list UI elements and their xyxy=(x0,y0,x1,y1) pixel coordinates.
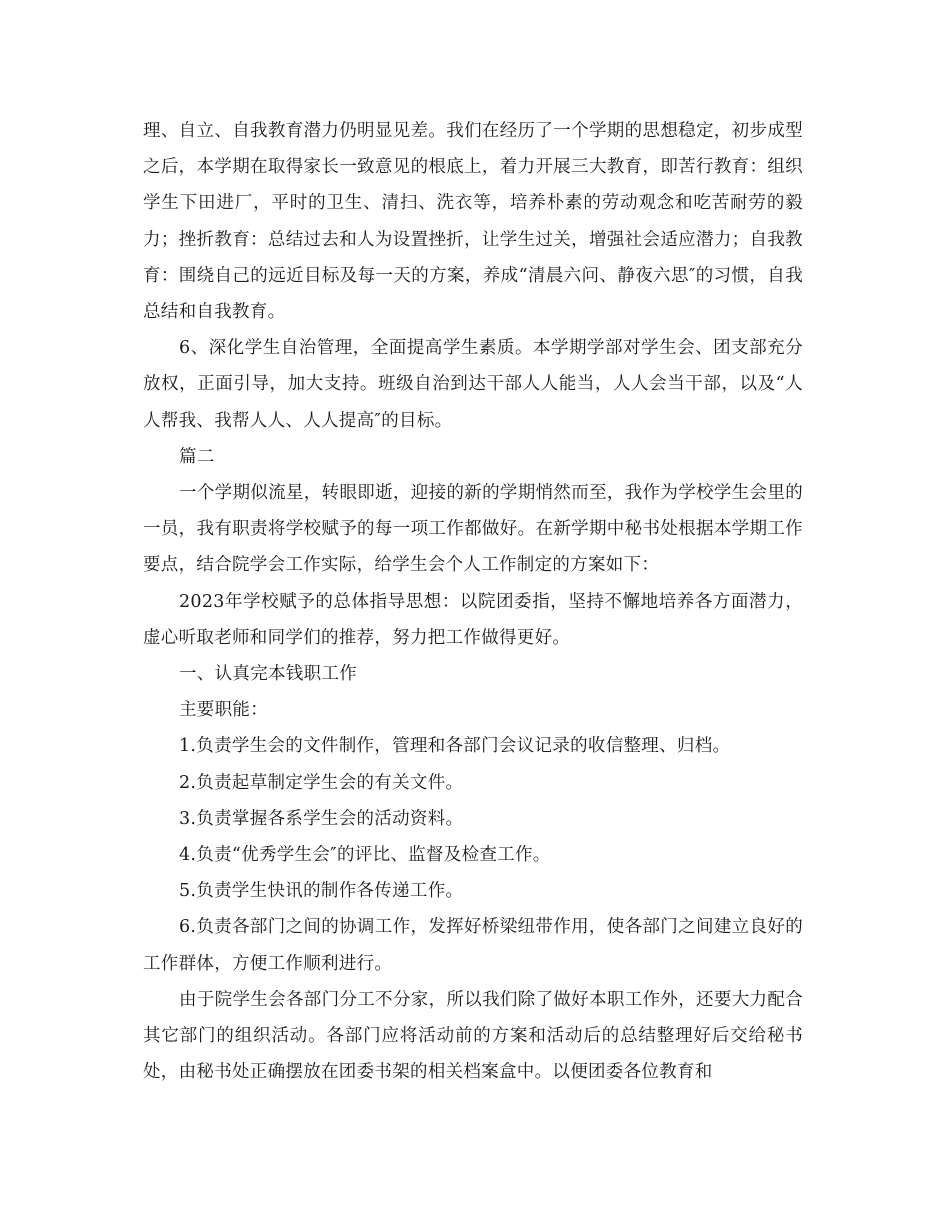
paragraph-intro: 一个学期似流星，转眼即逝，迎接的新的学期悄然而至，我作为学校学生会里的一员，我有职责将学校赋予的每一项工作都做好。在新学期中秘书处根据本学期工作要点，结合院学会工作实际，给学生会个人工作制定的方案如下： xyxy=(143,483,803,576)
list-item: 4.负责“优秀学生会″的评比、监督及检查工作。 xyxy=(179,845,551,866)
section-heading-part-two: 篇二 xyxy=(179,446,215,467)
list-item: 2.负责起草制定学生会的有关文件。 xyxy=(179,772,464,793)
document-body xyxy=(143,113,803,1090)
list-item: 5.负责学生快讯的制作各传递工作。 xyxy=(179,881,464,902)
section-heading-duties: 一、认真完本钱职工作 xyxy=(179,664,357,685)
paragraph-guiding-thought: 2023年学校赋予的总体指导思想：以院团委指，坚持不懈地培养各方面潜力，虚心听取老师和同学们的推荐，努力把工作做得更好。 xyxy=(143,591,803,648)
subheading-main-functions: 主要职能： xyxy=(179,700,268,721)
list-item: 3.负责掌握各系学生会的活动资料。 xyxy=(179,808,464,829)
paragraph-item-6: 6、深化学生自治管理，全面提高学生素质。本学期学部对学生会、团支部充分放权，正面引导，加大支持。班级自治到达干部人人能当，人人会当干部，以及“人人帮我、我帮人人、人人提高″的目标。 xyxy=(143,338,803,431)
list-item: 1.负责学生会的文件制作，管理和各部门会议记录的收信整理、归档。 xyxy=(179,736,731,757)
paragraph-continuation: 理、自立、自我教育潜力仍明显见差。我们在经历了一个学期的思想稳定，初步成型之后，本学期在取得家长一致意见的根底上，着力开展三大教育，即苦行教育：组织学生下田进厂，平时的卫生、清扫、洗衣等，培养朴素的劳动观念和吃苦耐劳的毅力；挫折教育：总结过去和人为设置挫折，让学生过关，增强社会适应潜力；自我教育：围绕自己的远近目标及每一天的方案，养成“清晨六问、静夜六思″的习惯，自我总结和自我教育。 xyxy=(143,121,803,323)
list-item: 6.负责各部门之间的协调工作，发挥好桥梁纽带作用，使各部门之间建立良好的工作群体，方便工作顺利进行。 xyxy=(143,917,803,974)
paragraph-cooperation: 由于院学生会各部门分工不分家，所以我们除了做好本职工作外，还要大力配合其它部门的组织活动。各部门应将活动前的方案和活动后的总结整理好后交给秘书处，由秘书处正确摆放在团委书架的相关档案盒中。以便团委各位教育和 xyxy=(143,989,803,1083)
